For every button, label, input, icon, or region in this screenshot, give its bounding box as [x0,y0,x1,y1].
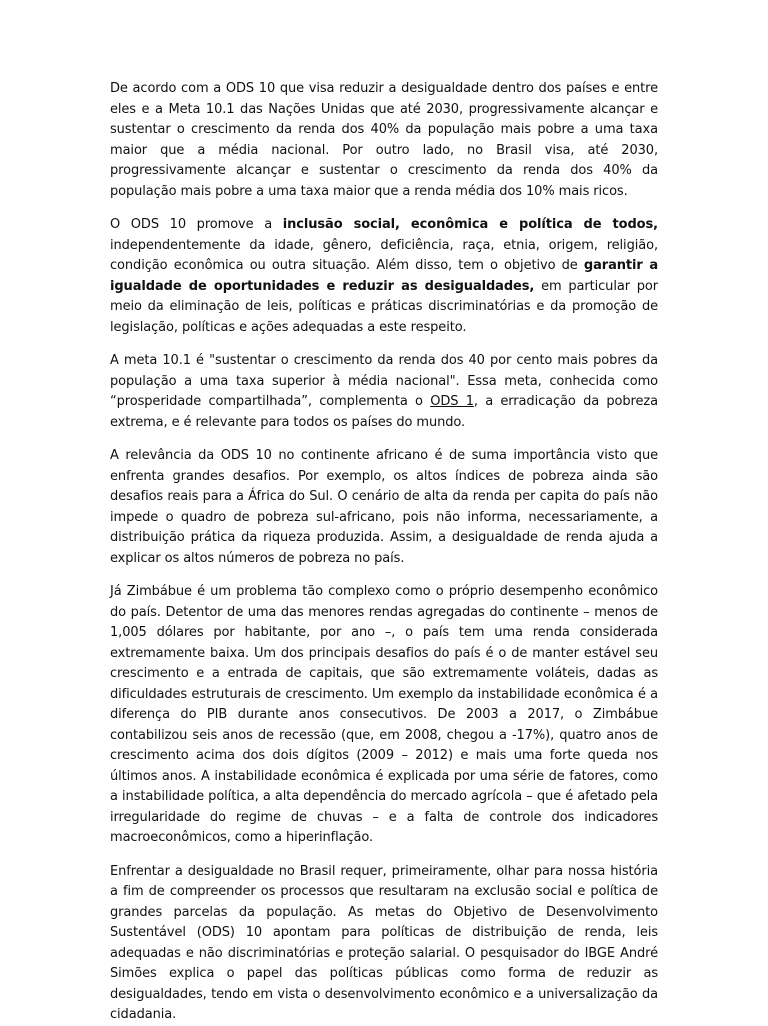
paragraph-meta-10-1 [110,351,658,433]
paragraph-text: independentemente da idade, gênero, deficiência, raça, etnia, origem, religião, condição econômica ou outra situação. Além disso, tem o objetivo de [110,237,658,273]
paragraph-brasil: Enfrentar a desigualdade no Brasil requer, primeiramente, olhar para nossa história a fim de compreender os processos que resultaram na exclusão social e política de grandes parcelas da população. As metas do Objetivo de Desenvolvimento Sustentável (ODS) 10 apontam para políticas de distribuição de renda, leis adequadas e não discriminatórias e proteção salarial. O pesquisador do IBGE André Simões explica o papel das políticas públicas como forma de reduzir as desigualdades, tendo em vista o desenvolvimento econômico e a universalização da cidadania. [110,863,658,1022]
paragraph-text: em particular por meio da eliminação de leis, políticas e práticas discriminatórias e da promoção de legislação, políticas e ações adequadas a este respeito. [110,278,659,335]
bold-phrase-inclusao: inclusão social, econômica e política de todos, [282,217,658,232]
paragraph-ods10-meta: De acordo com a ODS 10 que visa reduzir a desigualdade dentro dos países e entre eles e a Meta 10.1 das Nações Unidas que até 2030, progressivamente alcançar e sustentar o crescimento da renda dos 40% da população mais pobre a uma taxa maior que a média nacional. Por outro lado, no Brasil visa, até 2030, progressivamente alcançar e sustentar o crescimento da renda dos 40% da população mais pobre a uma taxa maior que a renda média dos 10% mais ricos. [110,81,658,199]
paragraph-africa: A relevância da ODS 10 no continente africano é de suma importância visto que enfrenta grandes desafios. Por exemplo, os altos índices de pobreza ainda são desafios reais para a África do Sul. O cenário de alta da renda per capita do país não impede o quadro de pobreza sul-africano, pois não informa, necessariamente, a distribuição prática da riqueza produzida. Assim, a desigualdade de renda ajuda a explicar os altos números de pobreza no país. [110,448,658,566]
bold-phrase-garantir: garantir a igualdade de oportunidades e reduzir as desigualdades, [110,258,658,294]
paragraph-zimbabue: Já Zimbábue é um problema tão complexo como o próprio desempenho econômico do país. Detentor de uma das menores rendas agregadas do continente – menos de 1,005 dólares por habitante, por ano –, o país tem uma renda considerada extremamente baixa. Um dos principais desafios do país é o de manter estável seu crescimento e a entrada de capitais, que são extremamente voláteis, dadas as dificuldades estruturais de crescimento. Um exemplo da instabilidade econômica é a diferença do PIB durante anos consecutivos. De 2003 a 2017, o Zimbábue contabilizou seis anos de recessão (que, em 2008, chegou a -17%), quatro anos de crescimento acima dos dois dígitos (2009 – 2012) e mais uma forte queda nos últimos anos. A instabilidade econômica é explicada por uma série de fatores, como a instabilidade política, a alta dependência do mercado agrícola – que é afetado pela irregularidade do regime de chuvas – e a falta de controle dos indicadores macroeconômicos, como a hiperinflação. [110,584,658,845]
paragraph-ods10-promove [110,215,658,338]
ods-1-link[interactable]: ODS 1 [430,394,474,409]
paragraph-text: A meta 10.1 é "sustentar o crescimento da renda dos 40 por cento mais pobres da população a uma taxa superior à média nacional". Essa meta, conhecida como “prosperidade compartilhada”, complementa o [110,353,658,409]
paragraph-text: O ODS 10 promove a [110,217,283,232]
paragraph-text: , a erradicação da pobreza extrema, e é relevante para todos os países do mundo. [110,394,659,430]
